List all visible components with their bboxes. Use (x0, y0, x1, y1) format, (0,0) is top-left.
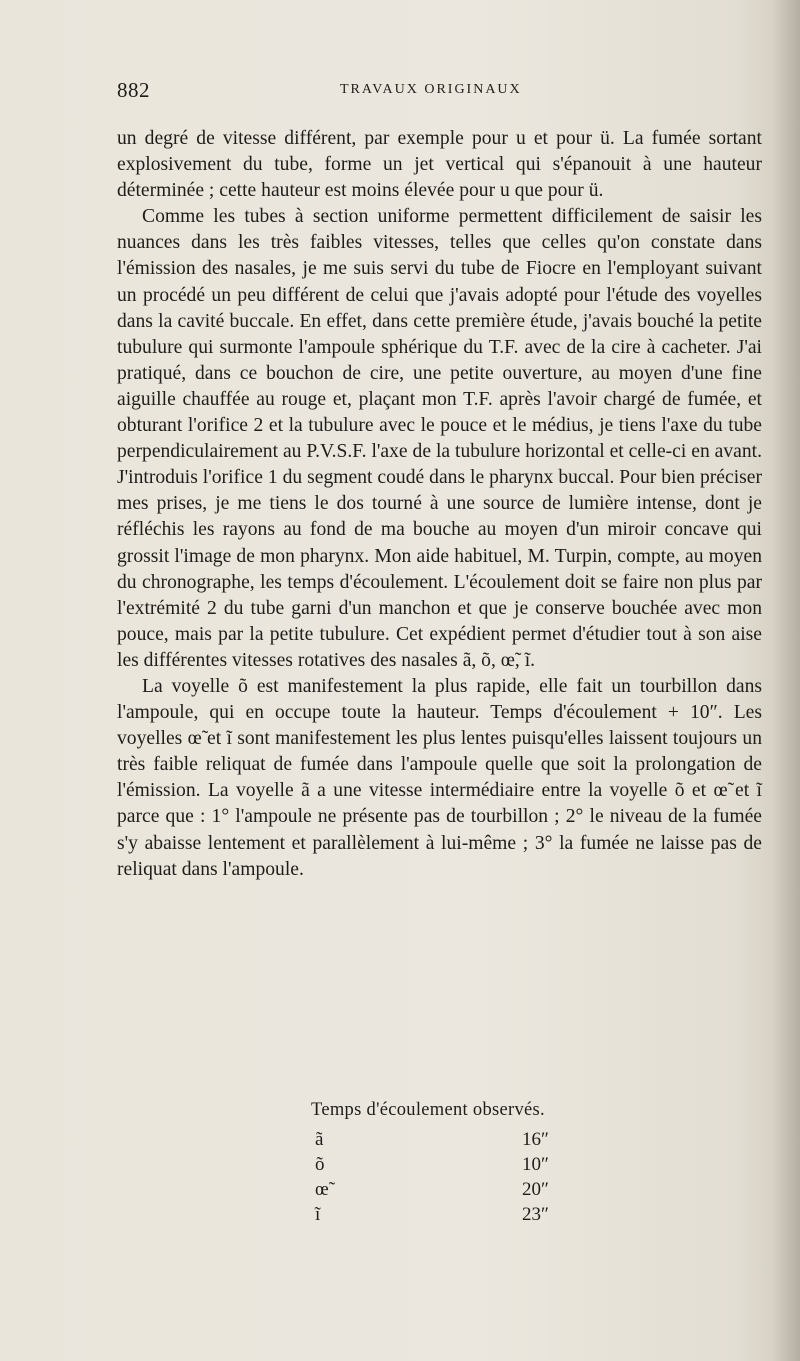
page-header (117, 78, 762, 102)
time-cell: 23″ (522, 1204, 549, 1225)
running-title: TRAVAUX ORIGINAUX (340, 82, 522, 97)
table-row (117, 1204, 762, 1229)
flow-time-table (117, 1100, 762, 1229)
time-cell: 20″ (522, 1179, 549, 1200)
vowel-cell: œ̃ (315, 1179, 329, 1200)
time-cell: 16″ (522, 1129, 549, 1150)
paragraph-2: Comme les tubes à section uniforme permettent difficilement de saisir les nuances dans les très faibles vitesses, telles que celles qu'on constate dans l'émission des nasales, je me suis servi du tube de Fiocre en l'employant suivant un procédé un peu différent de celui que j'avais adopté pour l'étude des voyelles dans la cavité buccale. En effet, dans cette première étude, j'avais bouché la petite tubulure qui surmonte l'ampoule sphérique du T.F. avec de la cire à cacheter. J'ai pratiqué, dans ce bouchon de cire, une petite ouverture, au moyen d'une fine aiguille chauffée au rouge et, plaçant mon T.F. après l'avoir chargé de fumée, et obturant l'orifice 2 et la tubulure avec le pouce et le médius, je tiens l'axe du tube perpendiculairement au P.V.S.F. l'axe de la tubulure horizontal et celle-ci en avant. J'introduis l'orifice 1 du segment coudé dans le pharynx buccal. Pour bien préciser mes prises, je me tiens le dos tourné à une source de lumière intense, dont je réfléchis les rayons au fond de ma bouche au moyen d'un miroir concave qui grossit l'image de mon pharynx. Mon aide habituel, M. Turpin, compte, au moyen du chronographe, les temps d'écoulement. L'écoulement doit se faire non plus par l'extrémité 2 du tube garni d'un manchon et que je conserve bouchée avec mon pouce, mais par la petite tubulure. Cet expédient permet d'étudier tout à son aise les différentes vitesses rotatives des nasales ã, õ, œ̃, ĩ. (117, 206, 762, 671)
page-edge-shadow (772, 0, 800, 1361)
body-text (117, 126, 762, 883)
paragraph-1: un degré de vitesse différent, par exemple pour u et pour ü. La fumée sortant explosivement du tube, forme un jet vertical qui s'épanouit à une hauteur déterminée ; cette hauteur est moins élevée pour u que pour ü. (117, 128, 762, 202)
table-row (117, 1179, 762, 1204)
vowel-cell: õ (315, 1154, 325, 1175)
table-caption: Temps d'écoulement observés. (311, 1100, 545, 1120)
table-row (117, 1129, 762, 1154)
vowel-cell: ĩ (315, 1204, 321, 1225)
paragraph-3: La voyelle õ est manifestement la plus rapide, elle fait un tourbillon dans l'ampoule, qui en occupe toute la hauteur. Temps d'écoulement + 10″. Les voyelles œ̃ et ĩ sont manifestement les plus lentes puisqu'elles laissent toujours un très faible reliquat de fumée dans l'ampoule quelle que soit la prolongation de l'émission. La voyelle ã a une vitesse intermédiaire entre la voyelle õ et œ̃ et ĩ parce que : 1° l'ampoule ne présente pas de tourbillon ; 2° le niveau de la fumée s'y abaisse lentement et parallèlement à lui-même ; 3° la fumée ne laisse pas de reliquat dans l'ampoule. (117, 675, 762, 880)
time-cell: 10″ (522, 1154, 549, 1175)
page-number: 882 (117, 78, 150, 102)
vowel-cell: ã (315, 1129, 324, 1150)
table-row (117, 1154, 762, 1179)
